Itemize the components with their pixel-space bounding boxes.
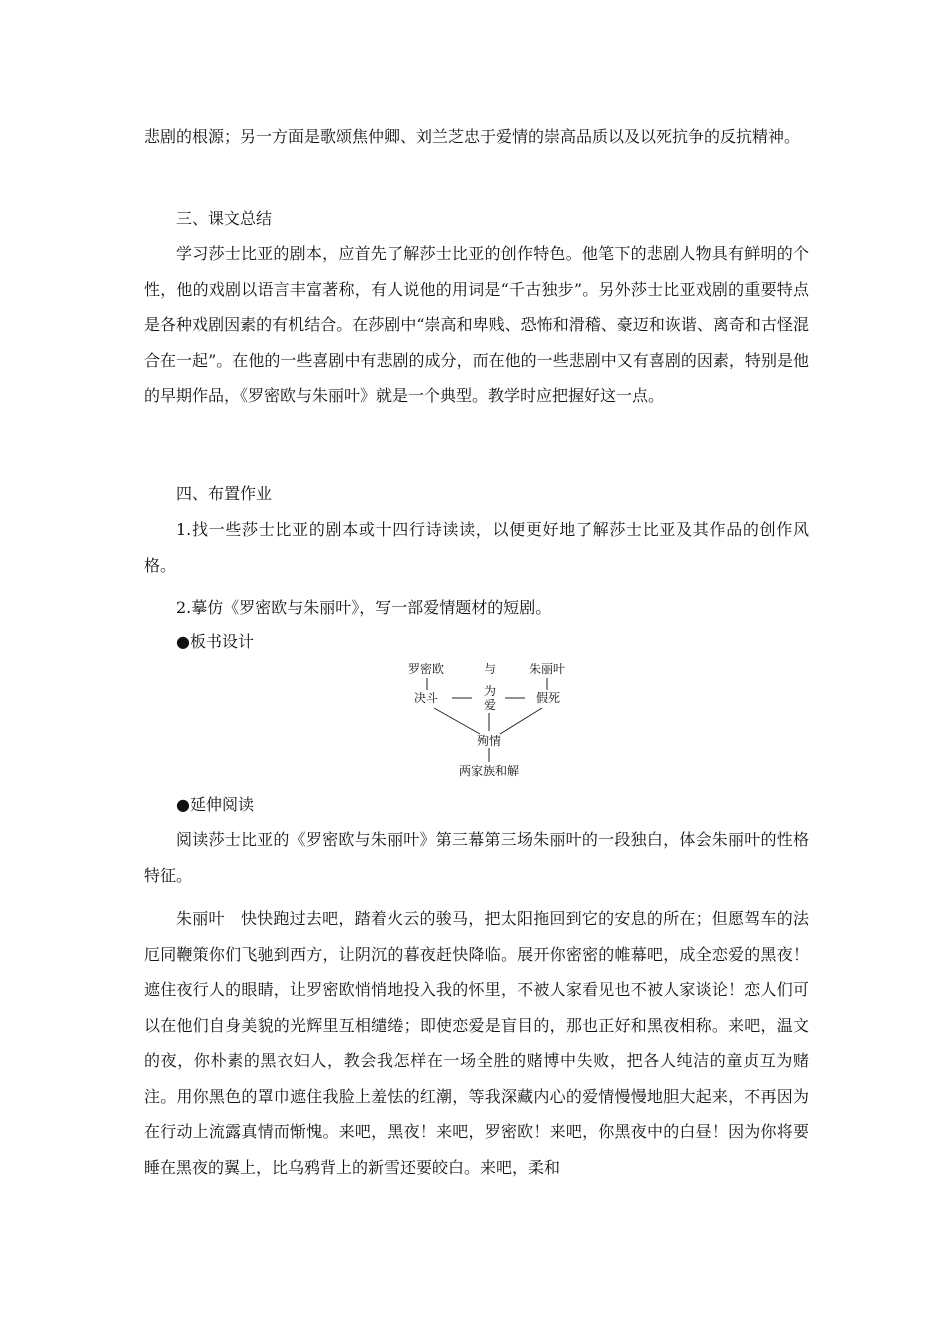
homework-item-1: 1.找一些莎士比亚的剧本或十四行诗读读，以便更好地了解莎士比亚及其作品的创作风格。	[144, 520, 809, 575]
heading-board-design: ●板书设计	[176, 632, 254, 651]
connector-feign-sacrifice	[500, 708, 542, 734]
heading-extended-reading: ●延伸阅读	[176, 795, 254, 814]
diagram-duel: 决斗	[414, 691, 439, 705]
board-design-diagram	[408, 656, 578, 786]
connector-duel-sacrifice	[434, 708, 480, 734]
diagram-romeo: 罗密欧	[408, 662, 445, 676]
diagram-juliet: 朱丽叶	[529, 662, 566, 676]
paragraph-lesson-summary: 学习莎士比亚的剧本，应首先了解莎士比亚的创作特色。他笔下的悲剧人物具有鲜明的个性，他的戏剧以语言丰富著称，有人说他的用词是“千古独步”。另外莎士比亚戏剧的重要特点是各种戏剧因素的有机结合。在莎剧中“崇高和卑贱、恐怖和滑稽、豪迈和诙谐、离奇和古怪混合在一起”。在他的一些喜剧中有悲剧的成分，而在他的一些悲剧中又有喜剧的因素，特别是他的早期作品，《罗密欧与朱丽叶》就是一个典型。教学时应把握好这一点。	[144, 244, 809, 405]
diagram-and: 与	[484, 662, 497, 676]
diagram-die-for-love: 殉情	[477, 734, 502, 748]
paragraph-reading-task: 阅读莎士比亚的《罗密欧与朱丽叶》第三幕第三场朱丽叶的一段独白，体会朱丽叶的性格特征。	[144, 830, 809, 885]
diagram-feign-death: 假死	[536, 691, 561, 705]
paragraph-tragedy-root: 悲剧的根源；另一方面是歌颂焦仲卿、刘兰芝忠于爱情的崇高品质以及以死抗争的反抗精神。	[144, 127, 801, 146]
heading-lesson-summary: 三、课文总结	[176, 209, 273, 228]
paragraph-juliet-monologue: 朱丽叶 快快跑过去吧，踏着火云的骏马，把太阳拖回到它的安息的所在；但愿驾车的法厄同鞭策你们飞驰到西方，让阴沉的暮夜赶快降临。展开你密密的帷幕吧，成全恋爱的黑夜！遮住夜行人的眼睛，让罗密欧悄悄地投入我的怀里，不被人家看见也不被人家谈论！恋人们可以在他们自身美貌的光辉里互相缱绻；即使恋爱是盲目的，那也正好和黑夜相称。来吧，温文的夜，你朴素的黑衣妇人，教会我怎样在一场全胜的赌博中失败，把各人纯洁的童贞互为赌注。用你黑色的罩巾遮住我脸上羞怯的红潮，等我深藏内心的爱情慢慢地胆大起来，不再因为在行动上流露真情而惭愧。来吧，黑夜！来吧，罗密欧！来吧，你黑夜中的白昼！因为你将要睡在黑夜的翼上，比乌鸦背上的新雪还要皎白。来吧，柔和	[144, 909, 809, 1177]
diagram-reconcile: 两家族和解	[459, 764, 520, 778]
homework-item-2: 2.摹仿《罗密欧与朱丽叶》，写一部爱情题材的短剧。	[176, 598, 552, 617]
heading-homework: 四、布置作业	[176, 484, 273, 503]
diagram-for-love-top: 为	[484, 684, 497, 698]
diagram-for-love-bottom: 爱	[484, 698, 497, 712]
